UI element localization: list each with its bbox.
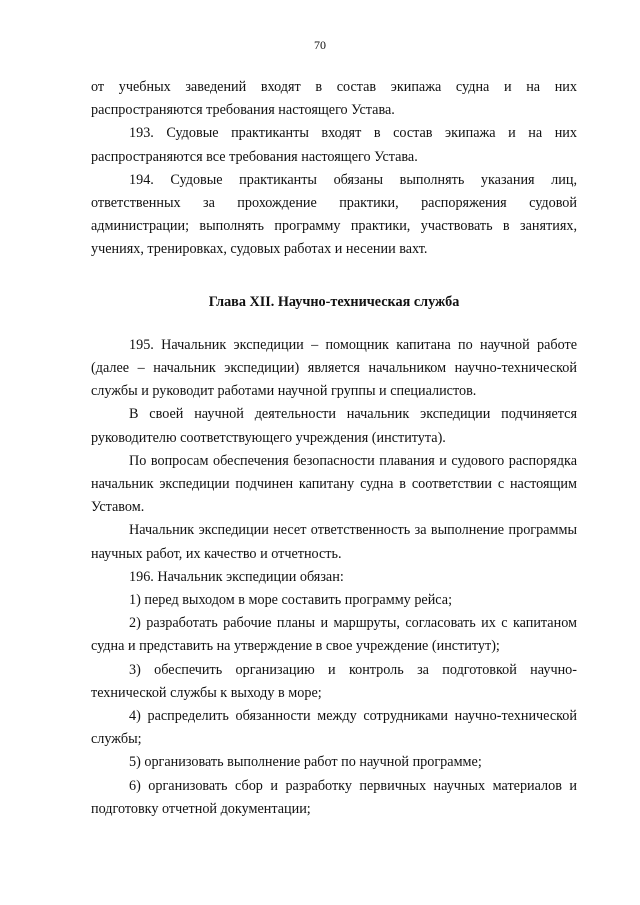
paragraph-196: 196. Начальник экспедиции обязан: — [129, 568, 344, 585]
paragraph-193: 193. Судовые практиканты входят в состав экипажа и на них распространяются все требования настоящего Устава. — [91, 125, 577, 165]
paragraph-194: 194. Судовые практиканты обязаны выполнять указания лиц, ответственных за прохождение практики, распоряжения судовой администрации; выполнять программу практики, участвовать в занятиях, учениях, тренировках, судовых работах и несении вахт. — [91, 171, 577, 258]
paragraph-subordination-science: В своей научной деятельности начальник экспедиции подчиняется руководителю соответствующего учреждения (института). — [91, 406, 577, 446]
paragraph-responsibility: Начальник экспедиции несет ответственность за выполнение программы научных работ, их качество и отчетность. — [91, 522, 577, 562]
chapter-heading: Глава XII. Научно-техническая служба — [208, 293, 460, 310]
list-item-4: 4) распределить обязанности между сотрудниками научно-технической службы; — [91, 708, 577, 748]
list-item-5: 5) организовать выполнение работ по научной программе; — [129, 754, 482, 771]
page-number: 70 — [314, 38, 326, 52]
list-item-2: 2) разработать рабочие планы и маршруты, согласовать их с капитаном судна и представить на утверждение в свое учреждение (институт); — [91, 615, 577, 655]
list-item-6: 6) организовать сбор и разработку первичных научных материалов и подготовку отчетной документации; — [91, 777, 577, 817]
paragraph-continuation: от учебных заведений входят в состав экипажа судна и на них распространяются требования настоящего Устава. — [91, 79, 577, 119]
paragraph-subordination-captain: По вопросам обеспечения безопасности плавания и судового распорядка начальник экспедиции подчинен капитану судна в соответствии с настоящим Уставом. — [91, 452, 577, 516]
document-body — [91, 76, 577, 821]
paragraph-195: 195. Начальник экспедиции – помощник капитана по научной работе (далее – начальник экспедиции) является начальником научно-технической службы и руководит работами научной группы и специалистов. — [91, 336, 577, 400]
list-item-3: 3) обеспечить организацию и контроль за подготовкой научно-технической службы к выходу в море; — [91, 661, 577, 701]
list-item-1: 1) перед выходом в море составить программу рейса; — [129, 592, 453, 609]
